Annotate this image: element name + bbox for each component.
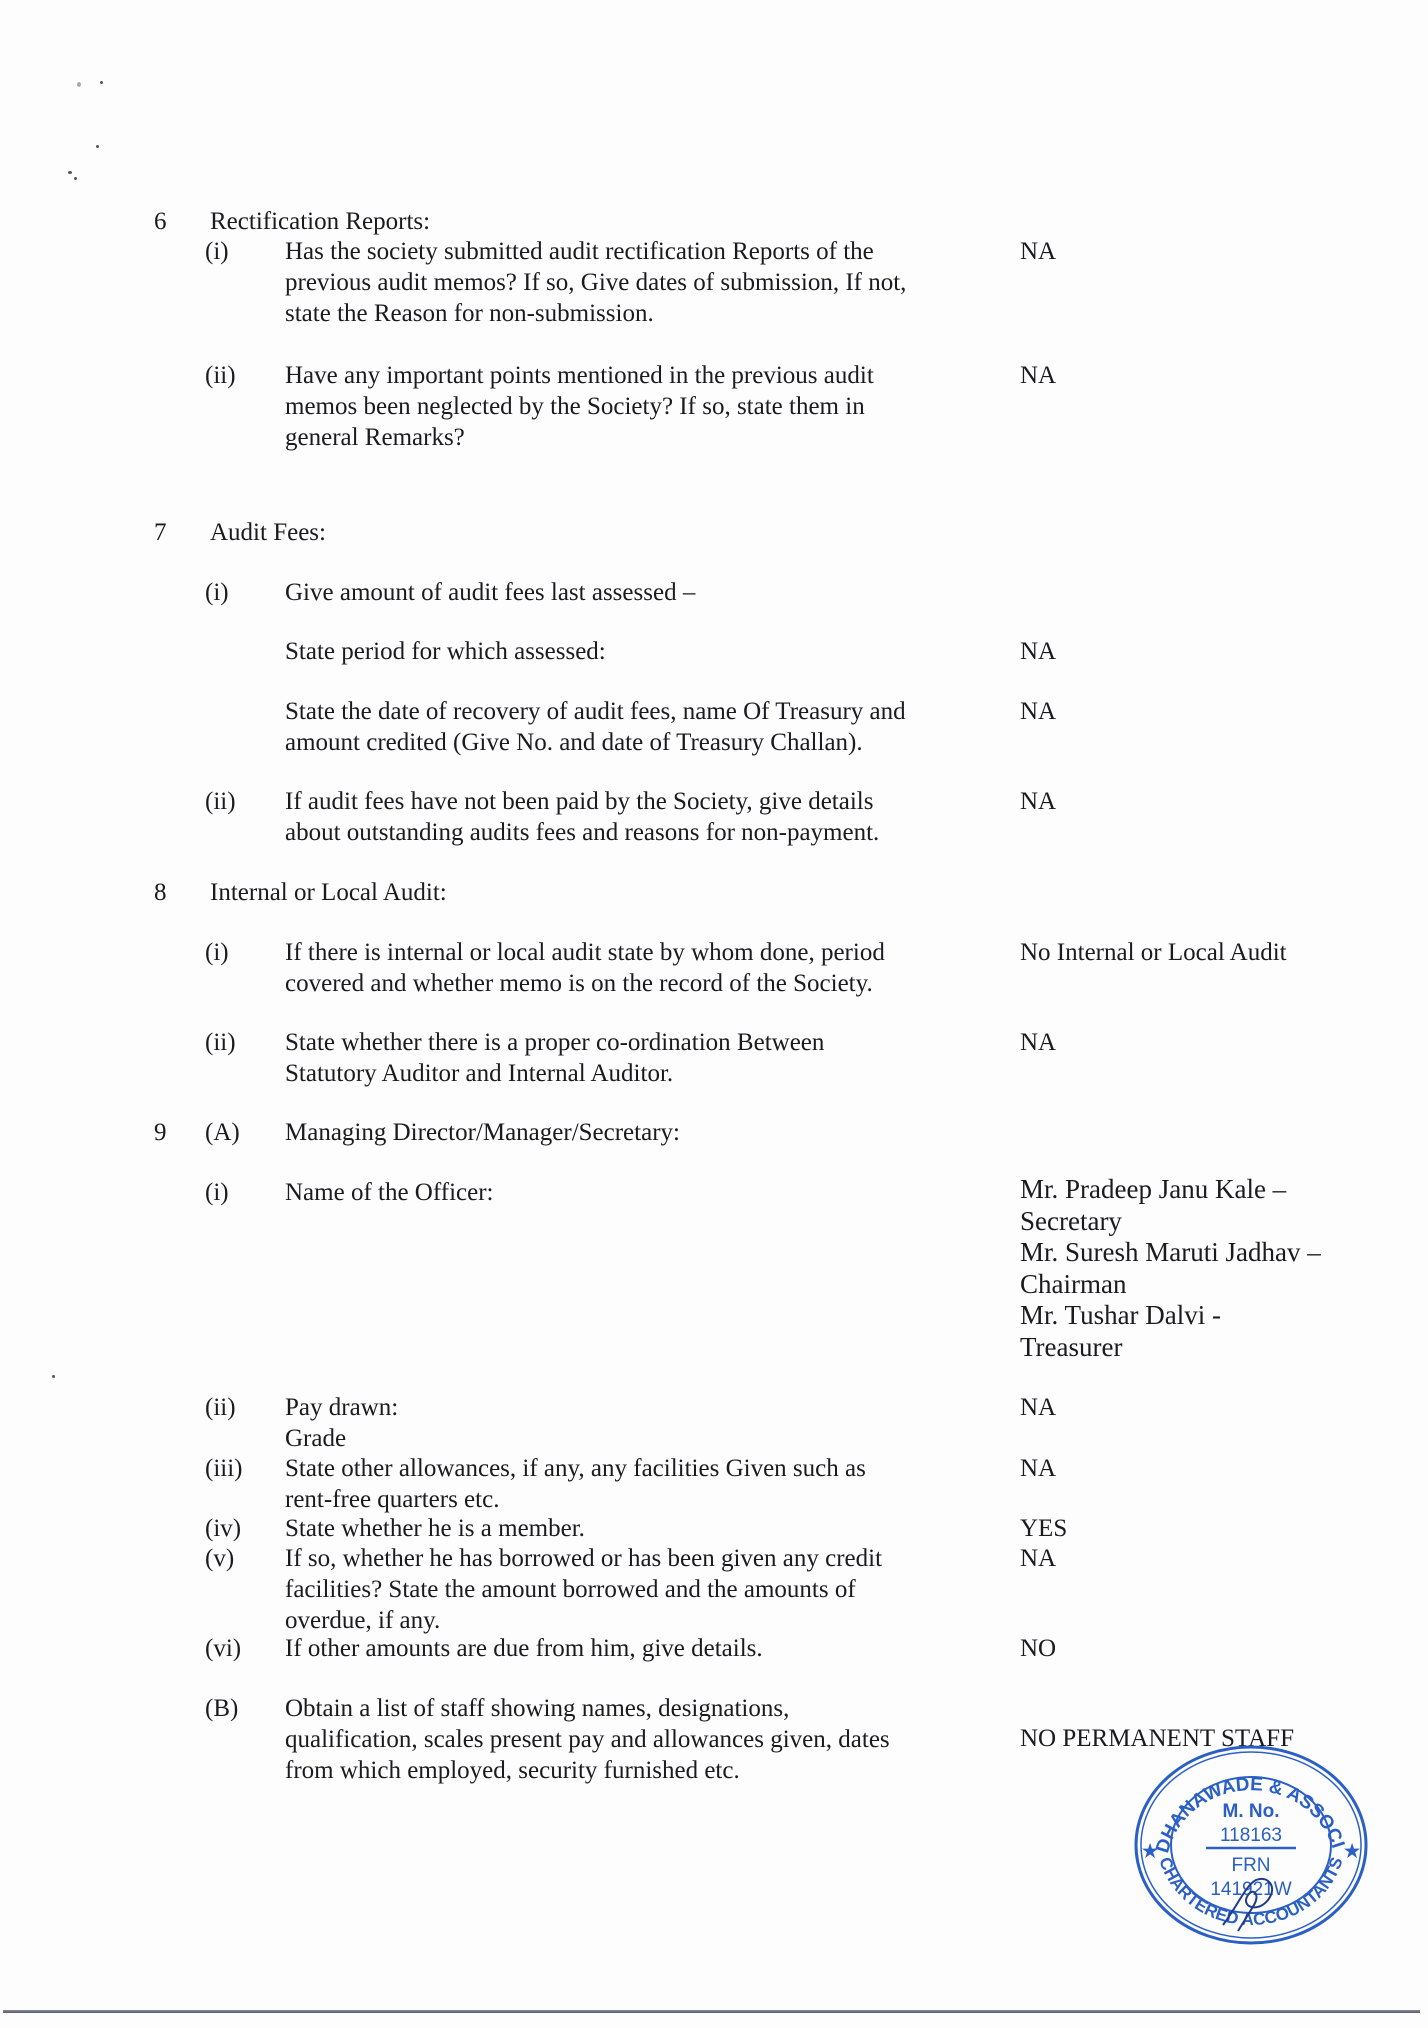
question-text bbox=[285, 1177, 985, 1208]
question-line: Obtain a list of staff showing names, designations, bbox=[285, 1695, 790, 1722]
question-line: Name of the Officer: bbox=[285, 1179, 494, 1206]
question-line: covered and whether memo is on the record of the Society. bbox=[285, 970, 873, 997]
firm-stamp bbox=[1128, 1735, 1374, 1945]
answer-text: NA bbox=[1020, 1545, 1057, 1572]
question-text bbox=[285, 1392, 985, 1454]
scan-speck bbox=[100, 81, 103, 84]
officer-role: Treasurer bbox=[1020, 1331, 1123, 1362]
answer-text: NA bbox=[1020, 238, 1057, 265]
item-label: (i) bbox=[205, 939, 229, 966]
scan-speck bbox=[77, 82, 81, 87]
officer-role: Chairman bbox=[1020, 1268, 1127, 1299]
question-line: rent-free quarters etc. bbox=[285, 1486, 500, 1513]
stamp-m-no-label: M. No. bbox=[1222, 1801, 1280, 1822]
answer-text: NA bbox=[1020, 1394, 1057, 1421]
item-label: (i) bbox=[205, 579, 229, 606]
question-line: Grade bbox=[285, 1425, 347, 1452]
scan-speck bbox=[96, 145, 99, 148]
scan-speck bbox=[52, 1375, 55, 1378]
item-label: (i) bbox=[205, 1179, 229, 1206]
bottom-rule bbox=[3, 2010, 1420, 2013]
question-line: state the Reason for non-submission. bbox=[285, 300, 654, 327]
question-text bbox=[285, 1633, 985, 1664]
question-line: If other amounts are due from him, give details. bbox=[285, 1635, 763, 1662]
question-line: Give amount of audit fees last assessed – bbox=[285, 579, 696, 606]
answer-text: NA bbox=[1020, 362, 1057, 389]
answer-text: NA bbox=[1020, 638, 1057, 665]
answer-text: NO bbox=[1020, 1635, 1057, 1662]
question-text bbox=[285, 577, 985, 608]
section-title: Rectification Reports: bbox=[210, 208, 431, 235]
officer-name: Mr. Suresh Maruti Jadhav – bbox=[1020, 1237, 1321, 1267]
scan-speck bbox=[68, 171, 72, 174]
section-number: 7 bbox=[154, 519, 167, 546]
item-label: (v) bbox=[205, 1545, 235, 1572]
item-label: (i) bbox=[205, 238, 229, 265]
question-text bbox=[285, 696, 985, 758]
question-line: If so, whether he has borrowed or has been given any credit bbox=[285, 1545, 883, 1572]
answer-text: NA bbox=[1020, 788, 1057, 815]
question-line: If audit fees have not been paid by the Society, give details bbox=[285, 788, 874, 815]
section-number: 9 bbox=[154, 1119, 167, 1146]
question-line: Have any important points mentioned in the previous audit bbox=[285, 362, 874, 389]
stamp-frn-value: 141921W bbox=[1210, 1879, 1292, 1900]
question-line: State whether he is a member. bbox=[285, 1515, 585, 1542]
section-title: Managing Director/Manager/Secretary: bbox=[285, 1119, 680, 1146]
section-title: Internal or Local Audit: bbox=[210, 879, 447, 906]
question-line: about outstanding audits fees and reasons for non-payment. bbox=[285, 819, 880, 846]
question-line: facilities? State the amount borrowed and the amounts of bbox=[285, 1576, 856, 1603]
question-text bbox=[285, 1513, 985, 1544]
question-text bbox=[285, 636, 985, 667]
question-line: State period for which assessed: bbox=[285, 638, 606, 665]
question-text bbox=[285, 1027, 985, 1089]
question-line: State other allowances, if any, any facilities Given such as bbox=[285, 1455, 866, 1482]
question-text bbox=[285, 236, 985, 329]
officer-name: Mr. Pradeep Janu Kale – bbox=[1020, 1174, 1287, 1204]
question-text bbox=[285, 1693, 985, 1786]
officer-names bbox=[1020, 1174, 1380, 1363]
stamp-firm-name: DHANAWADE & ASSOCI bbox=[1152, 1774, 1349, 1856]
star-icon: ★ bbox=[1344, 1841, 1361, 1861]
question-line: Has the society submitted audit rectification Reports of the bbox=[285, 238, 874, 265]
section-number: 6 bbox=[154, 208, 167, 235]
question-line: If there is internal or local audit state by whom done, period bbox=[285, 939, 885, 966]
question-line: previous audit memos? If so, Give dates of submission, If not, bbox=[285, 269, 907, 296]
question-text bbox=[285, 360, 985, 453]
answer-text: NA bbox=[1020, 698, 1057, 725]
answer-text: NO PERMANENT STAFF bbox=[1020, 1725, 1294, 1752]
item-label: (ii) bbox=[205, 362, 236, 389]
stamp-firm-type: CHARTERED ACCOUNTANTS bbox=[1155, 1854, 1347, 1930]
star-icon: ★ bbox=[1142, 1841, 1159, 1861]
question-line: qualification, scales present pay and allowances given, dates bbox=[285, 1726, 890, 1753]
section-title: Audit Fees: bbox=[210, 519, 326, 546]
officer-role: Secretary bbox=[1020, 1205, 1122, 1236]
question-line: from which employed, security furnished etc. bbox=[285, 1757, 740, 1784]
item-label: (ii) bbox=[205, 788, 236, 815]
question-line: overdue, if any. bbox=[285, 1607, 441, 1634]
question-text bbox=[285, 1453, 985, 1515]
question-line: memos been neglected by the Society? If so, state them in bbox=[285, 393, 865, 420]
item-label: (B) bbox=[205, 1695, 239, 1722]
item-label: (iv) bbox=[205, 1515, 242, 1542]
question-line: general Remarks? bbox=[285, 424, 465, 451]
item-label: (vi) bbox=[205, 1635, 242, 1662]
answer-text: NA bbox=[1020, 1455, 1057, 1482]
item-label: (ii) bbox=[205, 1029, 236, 1056]
stamp-seal bbox=[1128, 1735, 1374, 1945]
question-line: Statutory Auditor and Internal Auditor. bbox=[285, 1060, 674, 1087]
question-text bbox=[285, 1543, 985, 1636]
scan-speck bbox=[74, 177, 77, 180]
question-line: State whether there is a proper co-ordination Between bbox=[285, 1029, 825, 1056]
answer-text: YES bbox=[1020, 1515, 1068, 1542]
item-label: (iii) bbox=[205, 1455, 243, 1482]
section-number: 8 bbox=[154, 879, 167, 906]
question-text bbox=[285, 786, 985, 848]
answer-text: No Internal or Local Audit bbox=[1020, 939, 1287, 966]
answer-text: NA bbox=[1020, 1029, 1057, 1056]
question-text bbox=[285, 937, 985, 999]
stamp-frn-label: FRN bbox=[1231, 1855, 1271, 1876]
question-line: amount credited (Give No. and date of Treasury Challan). bbox=[285, 729, 863, 756]
item-label: (ii) bbox=[205, 1394, 236, 1421]
question-line: State the date of recovery of audit fees, name Of Treasury and bbox=[285, 698, 906, 725]
officer-name: Mr. Tushar Dalvi - bbox=[1020, 1300, 1222, 1330]
stamp-m-no-value: 118163 bbox=[1220, 1825, 1282, 1846]
question-line: Pay drawn: bbox=[285, 1394, 399, 1421]
item-label: (A) bbox=[205, 1119, 240, 1146]
